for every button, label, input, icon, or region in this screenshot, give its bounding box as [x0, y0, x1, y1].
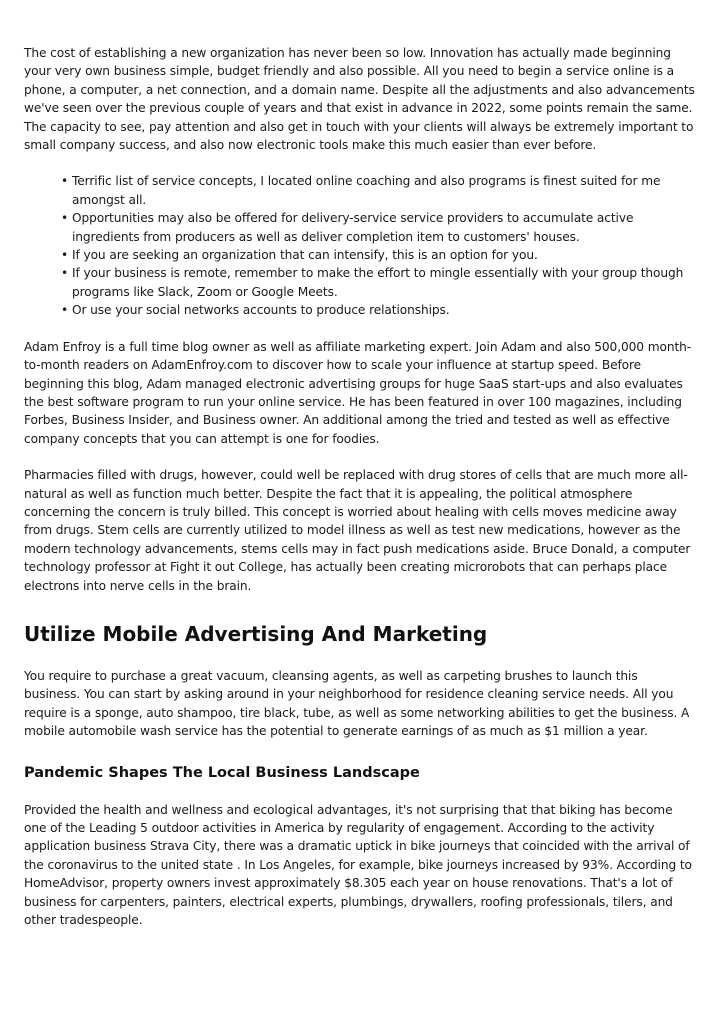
list-item: • If you are seeking an organization that can intensify, this is an option for you. — [72, 246, 696, 264]
section-heading: Utilize Mobile Advertising And Marketing — [24, 621, 488, 646]
bullet-list — [24, 172, 696, 319]
subsection-heading: Pandemic Shapes The Local Business Landscape — [24, 764, 420, 781]
article-body — [24, 44, 696, 947]
list-item: • Terrific list of service concepts, I located online coaching and also programs is finest suited for me amongst all. — [72, 172, 696, 209]
paragraph-biking: Provided the health and wellness and ecological advantages, it's not surprising that that biking has become one of the Leading 5 outdoor activities in America by regularity of engagement. According to the activity application business Strava City, there was a dramatic uptick in bike journeys that coincided with the arrival of the coronavirus to the united state . In Los Angeles, for example, bike journeys increased by 93%. According to HomeAdvisor, property owners invest approximately $8.305 each year on house renovations. That's a lot of business for carpenters, painters, electrical experts, plumbings, drywallers, roofing professionals, tilers, and other tradespeople. — [24, 802, 692, 928]
list-item: • If your business is remote, remember to make the effort to mingle essentially with your group though programs like Slack, Zoom or Google Meets. — [72, 264, 696, 301]
list-item: • Or use your social networks accounts to produce relationships. — [72, 301, 696, 319]
paragraph-adam-enfroy: Adam Enfroy is a full time blog owner as well as affiliate marketing expert. Join Adam and also 500,000 month-to-month readers on AdamEnfroy.com to discover how to scale your influence at startup speed. Before beginning this blog, Adam managed electronic advertising groups for huge SaaS start-ups and also evaluates the best software program to run your online service. He has been featured in over 100 magazines, including Forbes, Business Insider, and Business owner. An additional among the tried and tested as well as effective company concepts that you can attempt is one for foodies. — [24, 339, 692, 446]
list-item: • Opportunities may also be offered for delivery-service service providers to accumulate active ingredients from producers as well as deliver completion item to customers' houses. — [72, 209, 696, 246]
paragraph-pharmacies: Pharmacies filled with drugs, however, could well be replaced with drug stores of cells that are much more all-natural as well as function much better. Despite the fact that it is appealing, the political atmosphere concerning the concern is truly billed. This concept is worried about healing with cells moves medicine away from drugs. Stem cells are currently utilized to model illness as well as test new medications, however as the modern technology advancements, stems cells may in fact push medications aside. Bruce Donald, a computer technology professor at Fight it out College, has actually been creating microrobots that can perhaps place electrons into nerve cells in the brain. — [24, 468, 691, 593]
paragraph-cleaning-business: You require to purchase a great vacuum, cleansing agents, as well as carpeting brushes to launch this business. You can start by asking around in your neighborhood for residence cleaning service needs. All you require is a sponge, auto shampoo, tire black, tube, as well as some networking abilities to get the business. A mobile automobile wash service has the potential to generate earnings of as much as $1 million a year. — [24, 668, 690, 739]
paragraph-intro: The cost of establishing a new organization has never been so low. Innovation has actually made beginning your very own business simple, budget friendly and also possible. All you need to begin a service online is a phone, a computer, a net connection, and a domain name. Despite all the adjustments and also advancements we've seen over the previous couple of years and that exist in advance in 2022, some points remain the same. The capacity to see, pay attention and also get in touch with your clients will always be extremely important to small company success, and also now electronic tools make this much easier than ever before. — [24, 46, 695, 153]
